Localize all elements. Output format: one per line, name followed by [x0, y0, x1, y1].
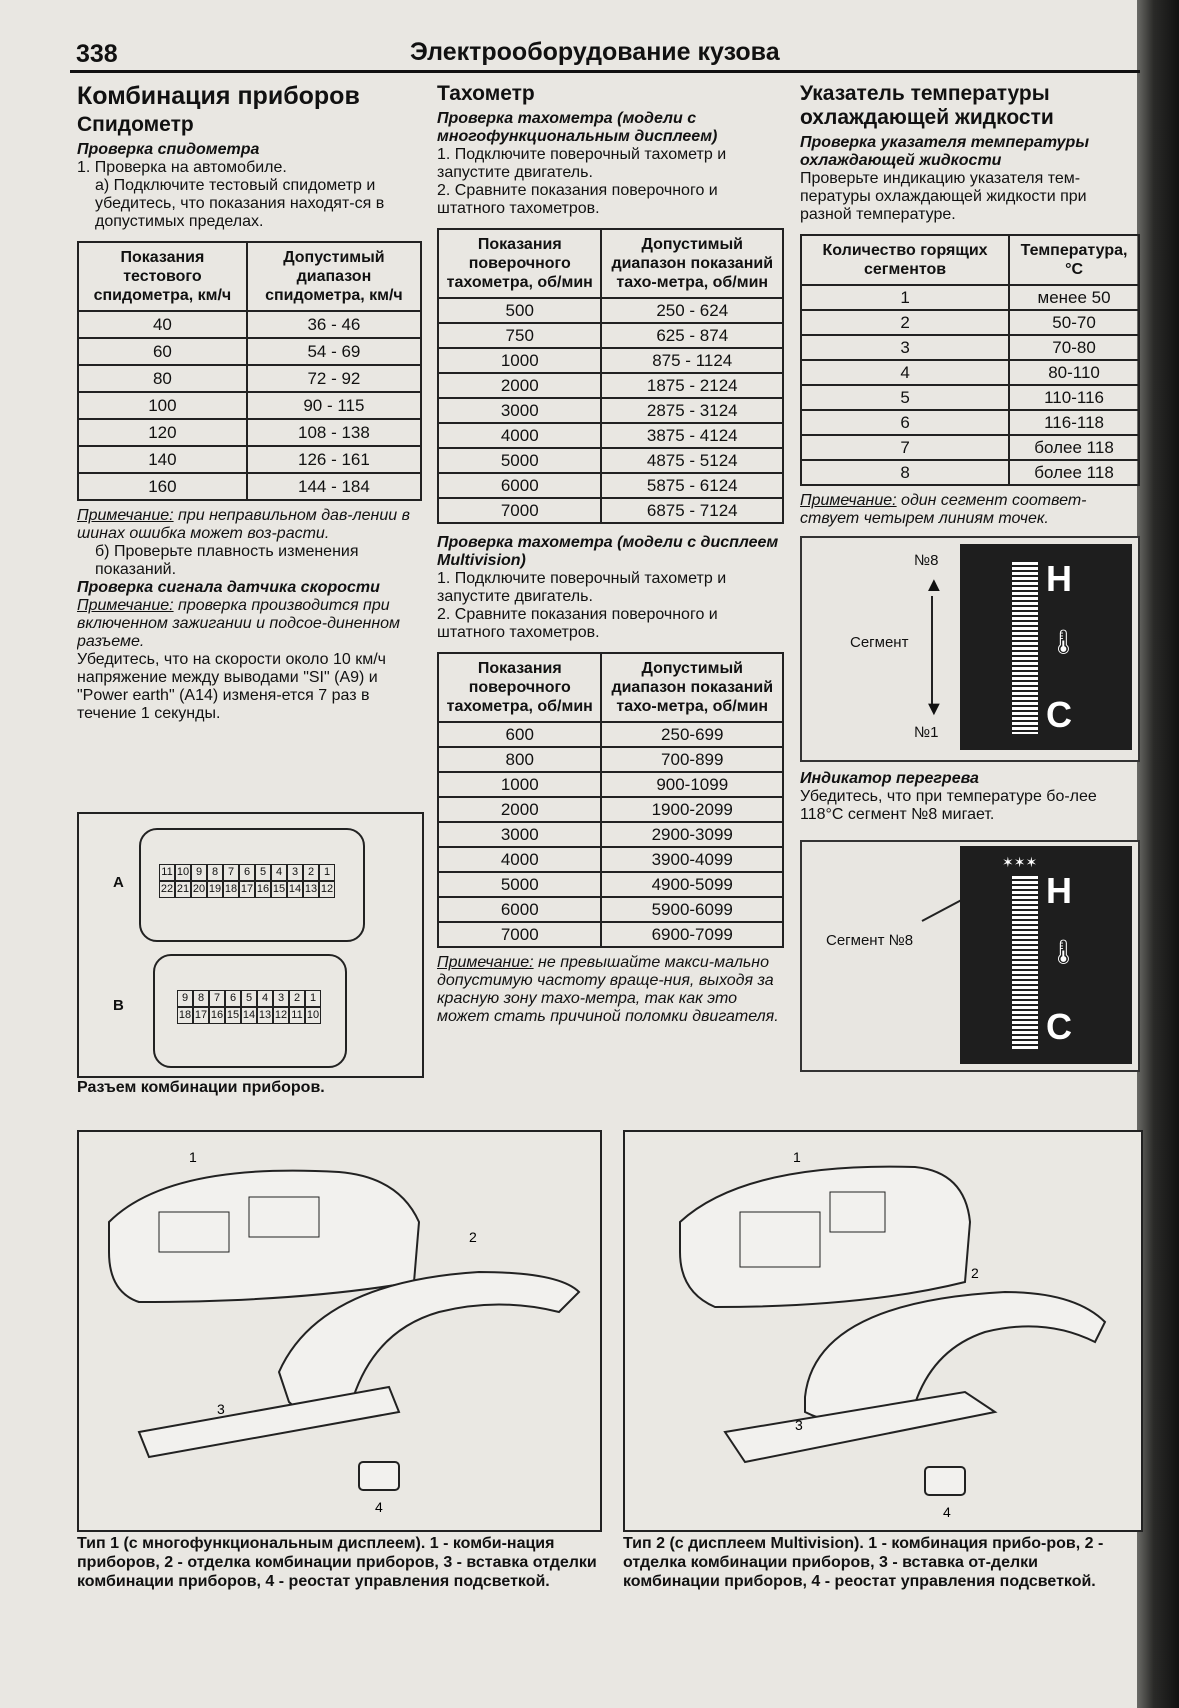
table-cell: 5: [801, 385, 1009, 410]
check2-step-1: 1. Подключите поверочный тахометр и запустите двигатель.: [437, 570, 727, 605]
pin-number: 10: [175, 864, 191, 881]
table-cell: 3900-4099: [601, 847, 783, 872]
connector-a-pins: [159, 864, 335, 898]
table-cell: 144 - 184: [247, 473, 421, 500]
table-cell: 160: [78, 473, 247, 500]
callout-1: 1: [189, 1149, 197, 1165]
table-cell: 2875 - 3124: [601, 398, 783, 423]
table-header: Допустимый диапазон показаний тахо-метра, об/мин: [601, 229, 783, 298]
pin-number: 7: [223, 864, 239, 881]
page-title: Электрооборудование кузова: [410, 38, 780, 66]
pin-number: 6: [239, 864, 255, 881]
figure-type-1-caption: Тип 1 (с многофункциональным дисплеем). 1 - комби-нация приборов, 2 - отделка комбинации приборов, 3 - вставка отделки комбинации приборов, 4 - реостат управления подсветкой.: [77, 1535, 597, 1590]
table-cell: 80: [78, 365, 247, 392]
table-row: [78, 392, 421, 419]
table-cell: 700-899: [601, 747, 783, 772]
table-row: [78, 365, 421, 392]
label-n8: №8: [914, 552, 939, 569]
check1-step-1: 1. Подключите поверочный тахометр и запустите двигатель.: [437, 146, 727, 181]
cold-c-label: C: [1046, 1006, 1072, 1047]
note-text: один сегмент соответ-ствует четырем линиям точек.: [800, 492, 1087, 527]
table-cell: 54 - 69: [247, 338, 421, 365]
table-row: [438, 922, 783, 947]
table-cell: 800: [438, 747, 601, 772]
note: [437, 954, 784, 1026]
table-row: [438, 423, 783, 448]
table-cell: 6000: [438, 897, 601, 922]
table-header: Показания поверочного тахометра, об/мин: [438, 653, 601, 722]
pin-number: 12: [273, 1007, 289, 1024]
table-row: [438, 373, 783, 398]
page-header: [70, 36, 1140, 73]
table-cell: 3000: [438, 822, 601, 847]
pin-number: 8: [193, 990, 209, 1007]
table-cell: 60: [78, 338, 247, 365]
table-row: [801, 435, 1139, 460]
table-cell: 2: [801, 310, 1009, 335]
gauge-panel: [960, 846, 1132, 1064]
table-row: [438, 797, 783, 822]
pin-number: 5: [255, 864, 271, 881]
table-cell: 1000: [438, 772, 601, 797]
cold-c-label: C: [1046, 694, 1072, 735]
callout-1: 1: [793, 1149, 801, 1165]
pin-number: 2: [289, 990, 305, 1007]
table-cell: 110-116: [1009, 385, 1139, 410]
table-cell: 5000: [438, 872, 601, 897]
callout-2: 2: [971, 1265, 979, 1281]
table-row: [801, 385, 1139, 410]
table-row: [438, 822, 783, 847]
tachometer-table-2: [437, 652, 784, 948]
arrow-down-icon: ▼: [924, 698, 944, 720]
pin-number: 1: [305, 990, 321, 1007]
table-row: [78, 311, 421, 338]
note: [800, 492, 1140, 528]
table-header: Показания поверочного тахометра, об/мин: [438, 229, 601, 298]
table-row: [438, 847, 783, 872]
table-row: [438, 473, 783, 498]
table-row: [801, 285, 1139, 310]
pin-number: 16: [255, 881, 271, 898]
table-row: [801, 410, 1139, 435]
pin-number: 12: [319, 881, 335, 898]
table-cell: 2900-3099: [601, 822, 783, 847]
table-cell: 4000: [438, 847, 601, 872]
table-cell: 4000: [438, 423, 601, 448]
pin-number: 4: [271, 864, 287, 881]
overheat-heading: Индикатор перегрева: [800, 770, 979, 787]
table-header: Допустимый диапазон показаний тахо-метра, об/мин: [601, 653, 783, 722]
check-heading: Проверка спидометра: [77, 141, 260, 158]
pin-number: 3: [287, 864, 303, 881]
pin-number: 21: [175, 881, 191, 898]
overheat-figure: [800, 840, 1140, 1072]
table-cell: 7: [801, 435, 1009, 460]
table-cell: 40: [78, 311, 247, 338]
flash-icon: ✶✶✶: [1002, 854, 1038, 870]
check1-heading: Проверка тахометра (модели с многофункциональным дисплеем): [437, 110, 718, 145]
pin-number: 6: [225, 990, 241, 1007]
table-cell: 5000: [438, 448, 601, 473]
table-row: [438, 448, 783, 473]
table-cell: 3875 - 4124: [601, 423, 783, 448]
pin-number: 4: [257, 990, 273, 1007]
step-1: 1. Проверка на автомобиле.: [77, 159, 287, 176]
step-1a: а) Подключите тестовый спидометр и убедитесь, что показания находят-ся в допустимых пределах.: [95, 177, 385, 230]
thermometer-icon: 🌡: [1048, 939, 1079, 966]
table-row: [438, 298, 783, 323]
table-row: [438, 498, 783, 523]
table-cell: 2000: [438, 797, 601, 822]
segment-strip: [1012, 876, 1038, 1050]
sensor-heading: Проверка сигнала датчика скорости: [77, 579, 380, 596]
table-row: [78, 446, 421, 473]
table-cell: 900-1099: [601, 772, 783, 797]
table-cell: 120: [78, 419, 247, 446]
column-speedometer: [77, 82, 422, 723]
table-cell: 250-699: [601, 722, 783, 747]
table-cell: 600: [438, 722, 601, 747]
table-cell: 1: [801, 285, 1009, 310]
pin-number: 14: [241, 1007, 257, 1024]
callout-2: 2: [469, 1229, 477, 1245]
table-cell: 4900-5099: [601, 872, 783, 897]
table-cell: 3000: [438, 398, 601, 423]
check-heading: Проверка указателя температуры охлаждающей жидкости: [800, 134, 1089, 169]
pin-number: 5: [241, 990, 257, 1007]
table-cell: 4: [801, 360, 1009, 385]
column-tachometer: [437, 82, 784, 1026]
table-row: [438, 722, 783, 747]
pin-number: 22: [159, 881, 175, 898]
pin-number: 13: [257, 1007, 273, 1024]
connector-b-pins: [177, 990, 321, 1024]
arrow-shaft: [931, 596, 933, 704]
table-cell: 3: [801, 335, 1009, 360]
pin-number: 8: [207, 864, 223, 881]
segment-strip: [1012, 562, 1038, 734]
table-cell: 36 - 46: [247, 311, 421, 338]
callout-4: 4: [943, 1504, 951, 1520]
exploded-view-type-1: [79, 1132, 600, 1530]
pin-number: 13: [303, 881, 319, 898]
table-cell: 1900-2099: [601, 797, 783, 822]
pin-number: 19: [207, 881, 223, 898]
note-label: Примечание:: [437, 954, 534, 971]
figure-type-2-caption: Тип 2 (с дисплеем Multivision). 1 - комбинация прибо-ров, 2 - отделка комбинации приборов, 3 - вставка от-делки комбинации приборов, 4 - реостат управления подсветкой.: [623, 1535, 1104, 1590]
table-cell: 90 - 115: [247, 392, 421, 419]
table-row: [801, 460, 1139, 485]
sensor-note: [77, 597, 422, 651]
table-cell: 6875 - 7124: [601, 498, 783, 523]
hot-h-label: H: [1046, 558, 1072, 599]
table-header: Количество горящих сегментов: [801, 235, 1009, 285]
table-row: [801, 310, 1139, 335]
pin-number: 20: [191, 881, 207, 898]
table-row: [438, 348, 783, 373]
table-cell: 72 - 92: [247, 365, 421, 392]
table-cell: 5875 - 6124: [601, 473, 783, 498]
table-cell: 70-80: [1009, 335, 1139, 360]
check-text: Проверьте индикацию указателя тем-пературы охлаждающей жидкости при разной температуре.: [800, 170, 1087, 223]
table-cell: более 118: [1009, 460, 1139, 485]
pin-number: 9: [177, 990, 193, 1007]
gauge-panel: [960, 544, 1132, 750]
label-segment-8: Сегмент №8: [826, 932, 914, 949]
exploded-view-type-2: [625, 1132, 1141, 1530]
note-label: Примечание:: [77, 507, 174, 524]
table-row: [438, 872, 783, 897]
book-binding-shadow: [1137, 0, 1179, 1708]
column-coolant-temp: [800, 82, 1140, 1080]
label-segment: Сегмент: [850, 634, 909, 651]
callout-3: 3: [795, 1417, 803, 1433]
arrow-up-icon: ▲: [924, 574, 944, 596]
table-cell: 126 - 161: [247, 446, 421, 473]
pin-number: 15: [271, 881, 287, 898]
check2-step-2: 2. Сравните показания поверочного и штатного тахометров.: [437, 606, 718, 641]
connector-a-label: А: [113, 874, 124, 891]
connector-caption: Разъем комбинации приборов.: [77, 1079, 325, 1096]
pin-number: 11: [159, 864, 175, 881]
table-cell: 7000: [438, 498, 601, 523]
speedometer-table: [77, 241, 422, 501]
temperature-table: [800, 234, 1140, 486]
table-cell: 8: [801, 460, 1009, 485]
pin-number: 7: [209, 990, 225, 1007]
pin-number: 15: [225, 1007, 241, 1024]
table-cell: 2000: [438, 373, 601, 398]
pin-number: 1: [319, 864, 335, 881]
table-cell: 6: [801, 410, 1009, 435]
table-cell: 500: [438, 298, 601, 323]
overheat-text: Убедитесь, что при температуре бо-лее 118°С сегмент №8 мигает.: [800, 788, 1097, 823]
section-title: Комбинация приборов: [77, 82, 360, 110]
pin-number: 2: [303, 864, 319, 881]
callout-3: 3: [217, 1401, 225, 1417]
table-cell: 100: [78, 392, 247, 419]
table-cell: 4875 - 5124: [601, 448, 783, 473]
table-row: [438, 747, 783, 772]
note-label: Примечание:: [800, 492, 897, 509]
pin-number: 17: [239, 881, 255, 898]
section-title: Тахометр: [437, 82, 535, 105]
figure-type-1: [77, 1130, 602, 1532]
pin-number: 17: [193, 1007, 209, 1024]
table-header: Допустимый диапазон спидометра, км/ч: [247, 242, 421, 311]
table-row: [438, 772, 783, 797]
table-cell: 80-110: [1009, 360, 1139, 385]
table-cell: 108 - 138: [247, 419, 421, 446]
table-row: [438, 897, 783, 922]
table-cell: 140: [78, 446, 247, 473]
step-1b: б) Проверьте плавность изменения показаний.: [95, 543, 359, 578]
table-row: [78, 419, 421, 446]
table-cell: 250 - 624: [601, 298, 783, 323]
note-label: Примечание:: [77, 597, 174, 614]
table-cell: 7000: [438, 922, 601, 947]
sensor-text: Убедитесь, что на скорости около 10 км/ч напряжение между выводами "SI" (А9) и "Power earth" (А14) изменя-ется 7 раз в течение 1 секунды.: [77, 651, 386, 722]
page-number: 338: [76, 40, 118, 68]
table-cell: 750: [438, 323, 601, 348]
table-row: [801, 360, 1139, 385]
callout-4: 4: [375, 1499, 383, 1515]
label-n1: №1: [914, 724, 939, 741]
table-cell: 6900-7099: [601, 922, 783, 947]
pin-number: 9: [191, 864, 207, 881]
table-cell: 625 - 874: [601, 323, 783, 348]
connector-figure: [77, 812, 424, 1078]
table-cell: 6000: [438, 473, 601, 498]
table-cell: 50-70: [1009, 310, 1139, 335]
pin-number: 18: [223, 881, 239, 898]
table-row: [438, 398, 783, 423]
table-cell: менее 50: [1009, 285, 1139, 310]
note-text: проверка производится при включенном зажигании и подсое-диненном разъеме.: [77, 597, 400, 650]
table-row: [78, 338, 421, 365]
check1-step-2: 2. Сравните показания поверочного и штатного тахометров.: [437, 182, 718, 217]
table-header: Показания тестового спидометра, км/ч: [78, 242, 247, 311]
pin-number: 16: [209, 1007, 225, 1024]
table-cell: 1875 - 2124: [601, 373, 783, 398]
section-title: Указатель температуры охлаждающей жидкости: [800, 82, 1054, 129]
tachometer-table-1: [437, 228, 784, 524]
note-text: при неправильном дав-лении в шинах ошибка может воз-расти.: [77, 507, 410, 542]
hot-h-label: H: [1046, 870, 1072, 911]
check2-heading: Проверка тахометра (модели с дисплеем Multivision): [437, 534, 779, 569]
pin-number: 3: [273, 990, 289, 1007]
table-cell: 116-118: [1009, 410, 1139, 435]
table-row: [78, 473, 421, 500]
table-cell: 1000: [438, 348, 601, 373]
figure-type-2: [623, 1130, 1143, 1532]
pin-number: 14: [287, 881, 303, 898]
table-row: [801, 335, 1139, 360]
table-header: Температура, °С: [1009, 235, 1139, 285]
note: [77, 507, 422, 543]
table-row: [438, 323, 783, 348]
pin-number: 18: [177, 1007, 193, 1024]
table-cell: более 118: [1009, 435, 1139, 460]
pin-number: 10: [305, 1007, 321, 1024]
table-cell: 5900-6099: [601, 897, 783, 922]
connector-b-label: В: [113, 997, 124, 1014]
segment-gauge-figure: [800, 536, 1140, 762]
section-subtitle: Спидометр: [77, 113, 194, 136]
thermometer-icon: 🌡: [1048, 629, 1079, 656]
pin-number: 11: [289, 1007, 305, 1024]
note-text: не превышайте макси-мально допустимую частоту враще-ния, выходя за красную зону тахо-метра, так как это может стать причиной поломки двигателя.: [437, 954, 779, 1025]
table-cell: 875 - 1124: [601, 348, 783, 373]
